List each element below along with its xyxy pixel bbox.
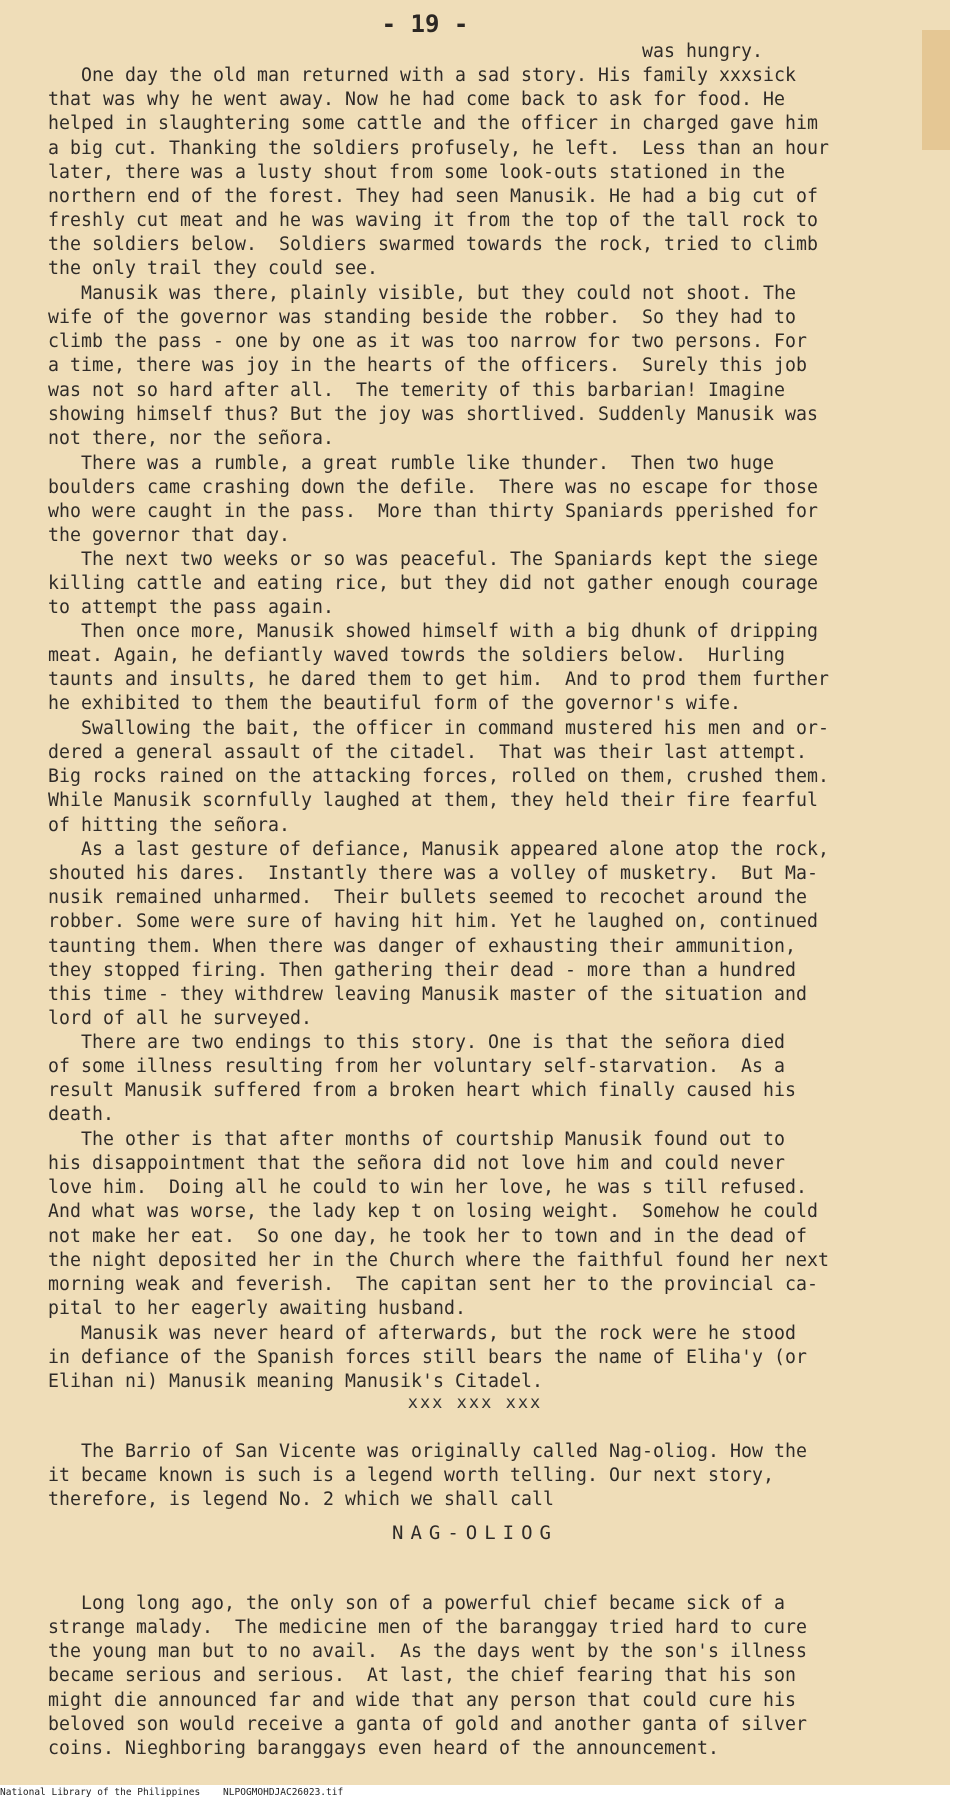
section-separator: xxx xxx xxx (407, 1393, 543, 1413)
paragraph-8: There are two endings to this story. One is that the señora died of some illness resulting from her voluntary self-starvation. As a result Manusik suffered from a broken heart which finally caused his death. (48, 1032, 796, 1126)
paragraph-5: Then once more, Manusik showed himself with a big dhunk of dripping meat. Again, he defiantly waved towrds the soldiers below. Hurling taunts and insults, he dared them to get him. And to prod them further he exhibited to them the beautiful form of the governor's wife. (48, 621, 829, 715)
section-title: NAG-OLIOG (392, 1522, 558, 1544)
page-number: - 19 - (381, 10, 469, 38)
paragraph-11: The Barrio of San Vicente was originally called Nag-oliog. How the it became known is such is a legend worth telling. Our next story, therefore, is legend No. 2 which we shall call (48, 1441, 807, 1511)
scan-footer: National Library of the Philippines NLPOGMOHDJAC26023.tif (0, 1787, 968, 1799)
paragraph-3: There was a rumble, a great rumble like thunder. Then two huge boulders came crashing down the defile. There was no escape for those who were caught in the pass. More than thirty Spaniards pperished for the governor that day. (48, 453, 818, 547)
paragraph-12: Long long ago, the only son of a powerful chief became sick of a strange malady. The medicine men of the baranggay tried hard to cure the young man but to no avail. As the days went by the son's illness became serious and serious. At last, the chief fearing that his son might die announced far and wide that any person that could cure his beloved son would receive a ganta of gold and another ganta of silver coins. Nieghboring baranggays even heard of the announcement. (48, 1593, 807, 1759)
paper-edge-stain (922, 30, 950, 150)
paragraph-2: Manusik was there, plainly visible, but they could not shoot. The wife of the governor was standing beside the robber. So they had to climb the pass - one by one as it was too narrow for two persons. For a time, there was joy in the hearts of the officers. Surely this job was not so hard after all. The temerity of this barbarian! Imagine showing himself thus? But the joy was shortlived. Suddenly Manusik was not there, nor the señora. (48, 283, 818, 449)
paragraph-4: The next two weeks or so was peaceful. The Spaniards kept the siege killing cattle and eating rice, but they did not gather enough courage to attempt the pass again. (48, 549, 818, 619)
paragraph-10: Manusik was never heard of afterwards, but the rock were he stood in defiance of the Spanish forces still bears the name of Eliha'y (or Elihan ni) Manusik meaning Manusik's Citadel. (48, 1323, 807, 1393)
paragraph-9: The other is that after months of courtship Manusik found out to his disappointment that the señora did not love him and could never love him. Doing all he could to win her love, he was s till refused. And what was worse, the lady kep t on losing weight. Somehow he could not make her eat. So one day, he took her to town and in the dead of the night deposited her in the Church where the faithful found her next morning weak and feverish. The capitan sent her to the provincial ca- pital to her eagerly awaiting husband. (48, 1129, 829, 1320)
paragraph-1: was hungry. One day the old man returned with a sad story. His family xxxsick that was why he went away. Now he had come back to ask for food. He helped in slaughtering some cattle and the officer in charged gave him a big cut. Thanking the soldiers profusely, he left. Less than an hour later, there was a lusty shout from some look-outs stationed in the northern end of the forest. They had seen Manusik. He had a big cut of freshly cut meat and he was waving it from the top of the tall rock to the soldiers below. Soldiers swarmed towards the rock, tried to climb the only trail they could see. (48, 41, 829, 280)
paragraph-6: Swallowing the bait, the officer in command mustered his men and or- dered a general assault of the citadel. That was their last attempt. Big rocks rained on the attacking forces, rolled on them, crushed them. While Manusik scornfully laughed at them, they held their fire fearful of hitting the señora. (48, 718, 829, 836)
paragraph-7: As a last gesture of defiance, Manusik appeared alone atop the rock, shouted his dares. Instantly there was a volley of musketry. But Ma- nusik remained unharmed. Their bullets seemed to recochet around the robber. Some were sure of having hit him. Yet he laughed on, continued taunting them. When there was danger of exhausting their ammunition, they stopped firing. Then gathering their dead - more than a hundred this time - they withdrew leaving Manusik master of the situation and lord of all he surveyed. (48, 839, 829, 1030)
